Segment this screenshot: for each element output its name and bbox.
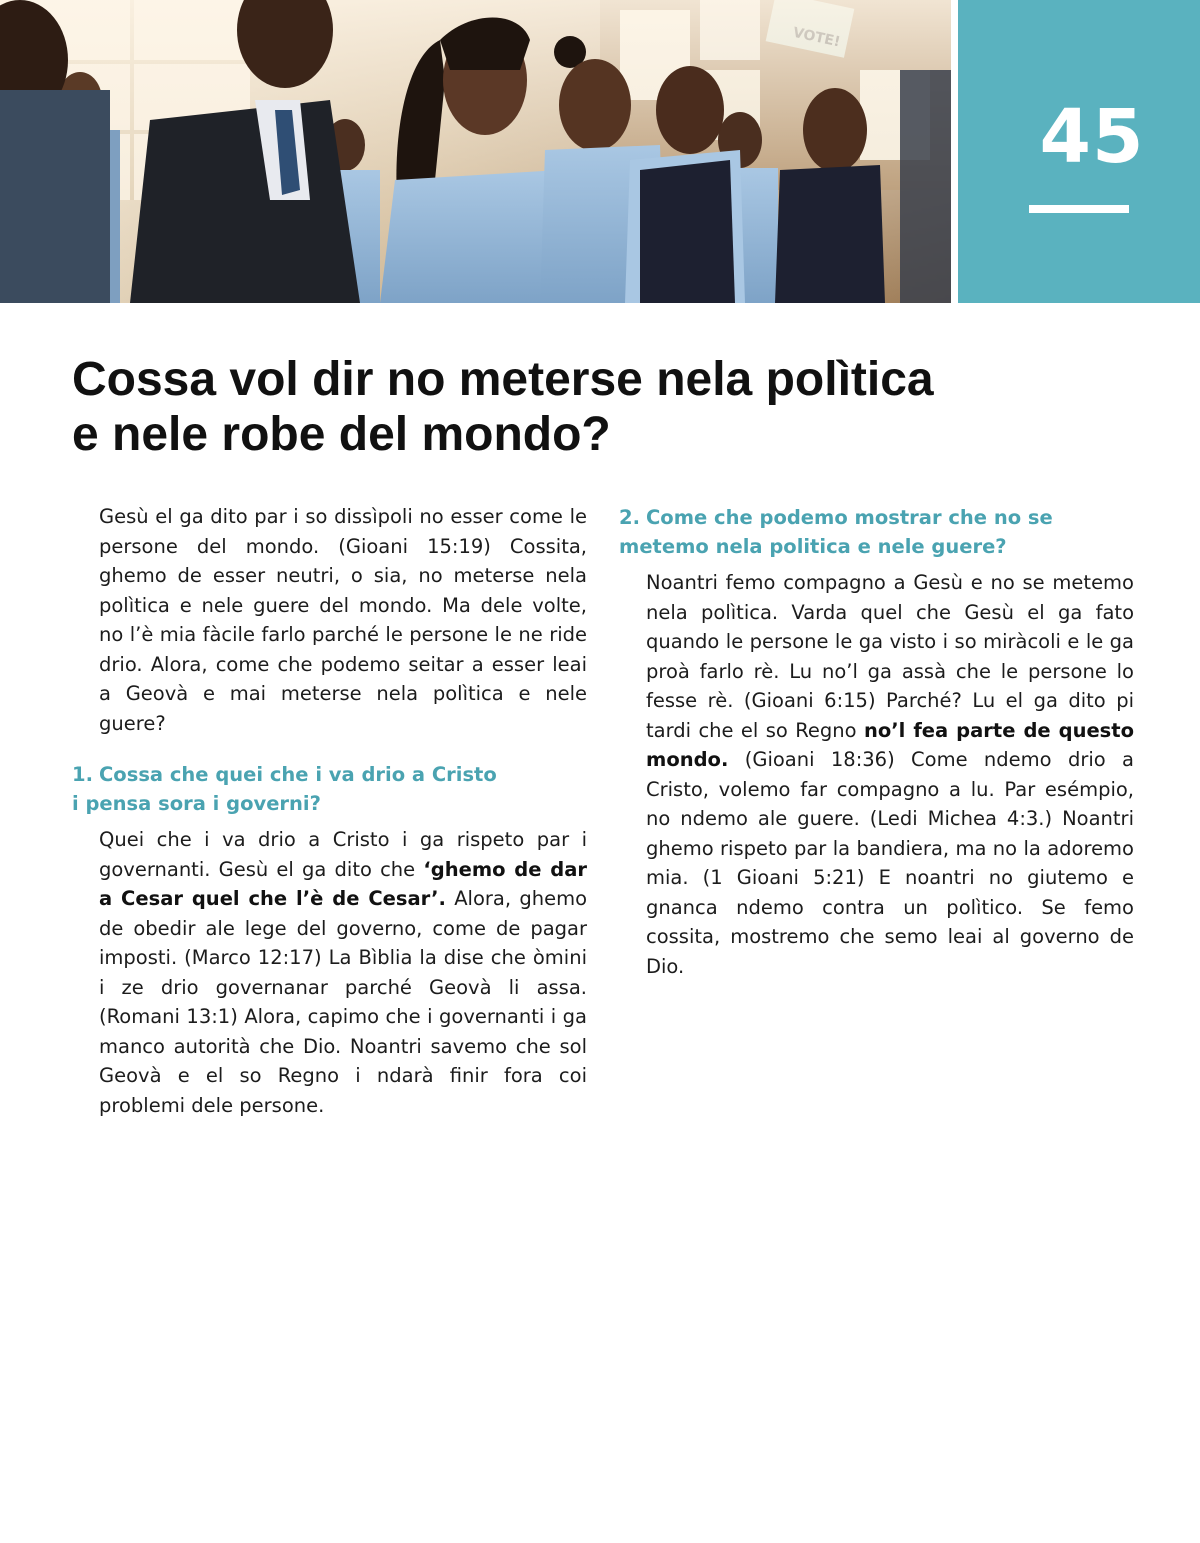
section-1-heading-line-1: Cossa che quei che i va drio a Cristo <box>99 763 497 786</box>
section-1-number: 1. <box>72 763 93 786</box>
section-2-text-part-2: (Gioani 18:36) Come ndemo drio a Cristo, volemo far compagno a lu. Par esémpio, no ndemo ale guere. (Ledi Michea 4:3.) Noantri ghemo rispeto par la bandiera, ma no la adoremo mia. (1 Gioani 5:21) E noantri no giutemo e gnanca ndemo contra un polìtico. Se femo cossita, mostremo che semo leai al governo de Dio. <box>646 748 1134 978</box>
page-title-line-1: Cossa vol dir no meterse nela polìtica <box>72 353 934 406</box>
section-1-heading-line-2: i pensa sora i governi? <box>72 792 321 815</box>
intro-paragraph: Gesù el ga dito par i so dissìpoli no esser come le persone del mondo. (Gioani 15:19) Cossita, ghemo de esser neutri, o sia, no meterse nela polìtica e nele guere del mondo. Ma dele volte, no l’è mia fàcile farlo parché le persone le ne ride drio. Alora, come che podemo seitar a esser leai a Geovà e mai meterse nela polìtica e nele guere? <box>99 505 587 735</box>
section-2-number: 2. <box>619 506 640 529</box>
section-1-paragraph <box>72 825 587 1120</box>
page-title <box>72 352 1072 462</box>
section-1-text-part-1: Quei che i va drio a Cristo i ga rispeto par i governanti. Gesù el ga dito che <box>99 828 587 881</box>
hero-photo <box>0 0 951 303</box>
section-2-bold-quote: no’l fea parte de questo mondo. <box>646 718 1135 771</box>
section-2-heading <box>619 503 1134 561</box>
section-2-heading-line-1: Come che podemo mostrar che no se <box>646 506 1053 529</box>
page-title-line-2: e nele robe del mondo? <box>72 408 611 461</box>
left-column <box>72 502 587 1120</box>
right-column <box>619 503 1134 981</box>
section-2-text-part-1: Noantri femo compagno a Gesù e no se metemo nela polìtica. Varda quel che Gesù el ga fato quando le persone le ga visto i so miràcoli e le ga proà farlo rè. Lu no’l ga assà che le persone lo fesse rè. (Gioani 6:15) Parché? Lu el ga dito pi tardi che el so Regno <box>646 571 1134 742</box>
lesson-number-tab <box>958 0 1200 303</box>
lesson-number-underline <box>1029 205 1129 213</box>
lesson-number: 45 <box>1039 94 1145 180</box>
section-1-heading <box>72 760 587 818</box>
section-2-heading-line-2: metemo nela politica e nele guere? <box>619 535 1007 558</box>
section-1-text-part-2: Alora, ghemo de obedir ale lege del governo, come de pagar imposti. (Marco 12:17) La Bìblia la dise che òmini i ze drio governanar parché Geovà li assa. (Romani 13:1) Alora, capimo che i governanti i ga manco autorità che Dio. Noantri savemo che sol Geovà e el so Regno i ndarà finir fora coi problemi dele persone. <box>99 887 587 1117</box>
section-1-bold-quote: ‘ghemo de dar a Cesar quel che l’è de Cesar’. <box>99 857 587 910</box>
section-2-paragraph <box>619 568 1134 981</box>
